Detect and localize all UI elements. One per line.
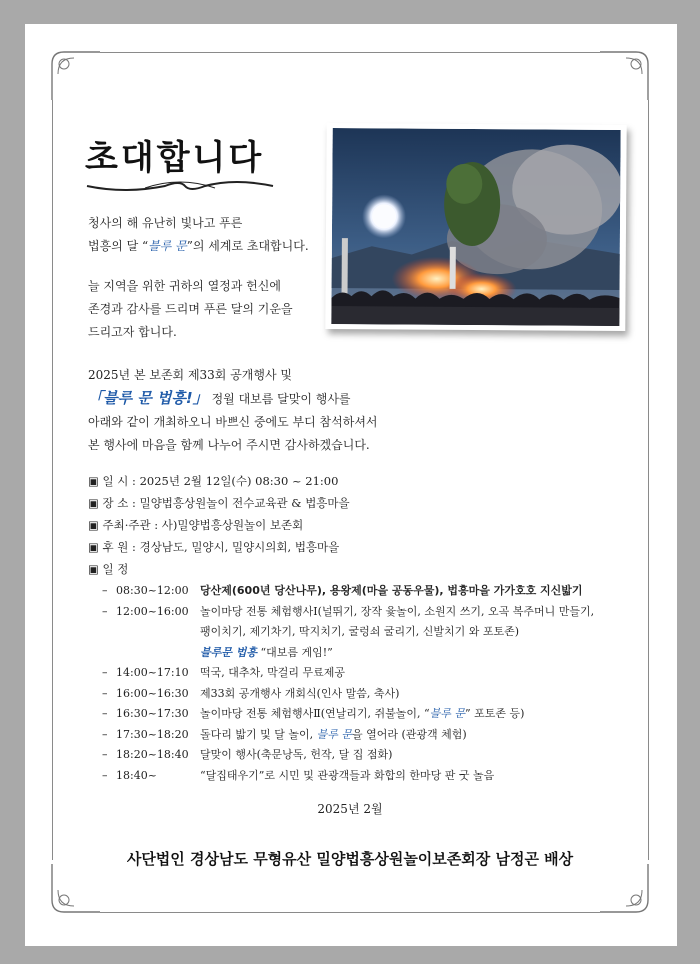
schedule-time: 16:30~17:30 [116,707,189,720]
schedule-row: – 18:20~18:40 달맞이 행사(축문낭독, 헌작, 달 집 점화) [102,745,594,766]
schedule-row [102,622,594,643]
intro-line-2-post: ”의 세계로 초대합니다. [186,239,309,253]
schedule-text-post: ” 포토존 등) [465,707,525,720]
intro-paragraph-3 [88,364,378,457]
schedule-text-post: 을 열어라 (관광객 체험) [352,727,467,741]
schedule-row: – 18:40~ “달집태우기”로 시민 및 관광객들과 화합의 한마당 판 굿 놀음 [102,766,594,787]
blue-moon-text: 블루 문 [429,707,466,720]
intro-paragraph-2 [88,275,293,344]
detail-sponsor: ▣ 후 원 : 경상남도, 밀양시, 밀양시의회, 법흥마을 [88,540,340,554]
schedule-text: “대보름 게임!” [256,645,333,659]
schedule-text: 놀이마당 전통 체험행사Ⅱ(연날리기, 쥐불놀이, “ [200,707,430,720]
intro-para3-line-3: 아래와 같이 개최하오니 바쁘신 중에도 부디 참석하셔서 [88,415,378,429]
schedule-text: 놀이마당 전통 체험행사Ⅰ(널뛰기, 장작 윷놀이, 소원지 쓰기, 오곡 복주머니 만들기, [200,604,595,618]
intro-para3-line-2 [88,387,378,411]
frame-top-line [100,52,600,53]
intro-para2-line: 드리고자 합니다. [88,325,177,339]
corner-ornament-top-left [44,44,104,104]
corner-ornament-top-right [596,44,656,104]
schedule-text: 돌다리 밟기 및 달 놀이, [200,727,317,741]
issue-date: 2025년 2월 [317,802,383,816]
schedule-row: – 14:00~17:10 떡국, 대추차, 막걸리 무료제공 [102,663,594,684]
event-details [88,470,350,580]
schedule-text: “달집태우기”로 시민 및 관광객들과 화합의 한마당 판 굿 놀음 [200,768,495,782]
festival-photo-frame [325,123,626,331]
schedule-text: 당산제(600년 당산나무), 용왕제(마을 공동우물), 법흥마을 가가호호 지신밟기 [200,584,583,597]
frame-left-line [52,100,53,860]
blue-moon-text: 블루 문 [316,727,352,741]
schedule-row: – 17:30~18:20 돌다리 밟기 및 달 놀이, 블루 문을 열어라 (관광객 체험) [102,725,594,746]
schedule-text: 제33회 공개행사 개회식(인사 말씀, 축사) [200,686,400,700]
schedule-time: 12:00~16:00 [116,604,189,618]
intro-paragraph-1 [88,212,309,258]
schedule-list [102,581,594,786]
schedule-time: 14:00~17:10 [116,666,189,679]
schedule-time: 17:30~18:20 [116,727,189,741]
detail-venue: ▣ 장 소 : 밀양법흥상원놀이 전수교육관 & 법흥마을 [88,496,350,510]
schedule-time: 16:00~16:30 [116,686,189,700]
intro-para3-line-4: 본 행사에 마음을 함께 나누어 주시면 감사하겠습니다. [88,438,370,452]
festival-photo [331,128,620,326]
corner-ornament-bottom-left [44,860,104,920]
intro-line-1: 청사의 해 유난히 빛나고 푸른 [88,216,243,230]
frame-right-line [648,100,649,860]
schedule-text: 달맞이 행사(축문낭독, 헌작, 달 집 점화) [200,748,393,761]
intro-line-2-pre: 법흥의 달 “ [88,239,149,253]
intro-para3-line-2-post: 정월 대보름 달맞이 행사를 [207,392,351,406]
schedule-time: 08:30~12:00 [116,584,189,597]
intro-line-2 [88,235,309,258]
frame-bottom-line [100,912,600,913]
blue-moon-text: 블루 문 [148,239,187,253]
signature-line: 사단법인 경상남도 무형유산 밀양법흥상원놀이보존회장 남정곤 배상 [126,850,574,868]
schedule-row: – 16:00~16:30 제33회 공개행사 개회식(인사 말씀, 축사) [102,684,594,705]
page-title: 초대합니다 [85,138,265,178]
detail-schedule-header: ▣ 일 정 [88,562,129,576]
schedule-time: 18:20~18:40 [116,748,189,761]
intro-para3-line-1: 2025년 본 보존회 제33회 공개행사 및 [88,368,292,382]
title-underline-ornament [85,176,275,196]
blue-moon-game-label: 블루문 법흥 [200,645,257,659]
schedule-row: – 12:00~16:00 놀이마당 전통 체험행사Ⅰ(널뛰기, 장작 윷놀이, 소원지 쓰기, 오곡 복주머니 만들기, [102,602,594,623]
schedule-row: – 08:30~12:00 당산제(600년 당산나무), 용왕제(마을 공동우물), 법흥마을 가가호호 지신밟기 [102,581,594,602]
schedule-time: 18:40~ [116,768,157,782]
blue-moon-title: 「블루 문 법흥!」 [88,389,208,407]
schedule-row: – 16:30~17:30 놀이마당 전통 체험행사Ⅱ(연날리기, 쥐불놀이, “블루 문” 포토존 등) [102,704,594,725]
detail-host: ▣ 주최·주관 : 사)밀양법흥상원놀이 보존회 [88,518,304,532]
schedule-text: 떡국, 대추차, 막걸리 무료제공 [200,666,345,679]
corner-ornament-bottom-right [596,860,656,920]
schedule-row [102,643,594,664]
intro-para2-line: 늘 지역을 위한 귀하의 열정과 헌신에 [88,279,281,293]
detail-date: ▣ 일 시 : 2025년 2월 12일(수) 08:30 ~ 21:00 [88,474,339,488]
intro-para2-line: 존경과 감사를 드리며 푸른 달의 기운을 [88,302,293,316]
schedule-text: 팽이치기, 제기차기, 딱지치기, 굴렁쇠 굴리기, 신발치기 와 포토존) [200,625,520,638]
